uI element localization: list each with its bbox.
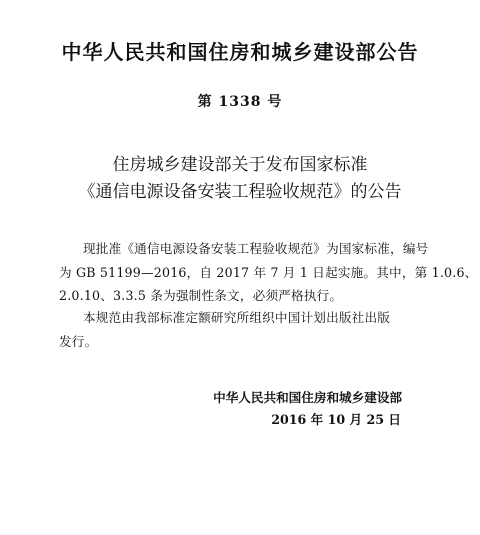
paragraph-1-line-3: 2.0.10、3.3.5 条为强制性条文，必须严格执行。 <box>59 288 343 303</box>
announcement-number: 第 1338 号 <box>197 94 283 110</box>
paragraph-2-line-2: 发行。 <box>59 334 98 349</box>
announcement-title-line-2: 《通信电源设备安装工程验收规范》的公告 <box>78 182 402 202</box>
paragraph-1-line-2: 为 GB 51199—2016，自 2017 年 7 月 1 日起实施。其中，第 1.0.6、 <box>59 265 478 280</box>
signature-date: 2016 年 10 月 25 日 <box>271 412 401 427</box>
paragraph-2-line-1: 本规范由我部标准定额研究所组织中国计划出版社出版 <box>83 310 391 325</box>
paragraph-1-line-1: 现批准《通信电源设备安装工程验收规范》为国家标准，编号 <box>83 241 429 256</box>
announcement-title-line-1: 住房城乡建设部关于发布国家标准 <box>112 155 368 175</box>
signature-organization: 中华人民共和国住房和城乡建设部 <box>213 390 402 405</box>
issuer-heading: 中华人民共和国住房和城乡建设部公告 <box>61 40 419 64</box>
